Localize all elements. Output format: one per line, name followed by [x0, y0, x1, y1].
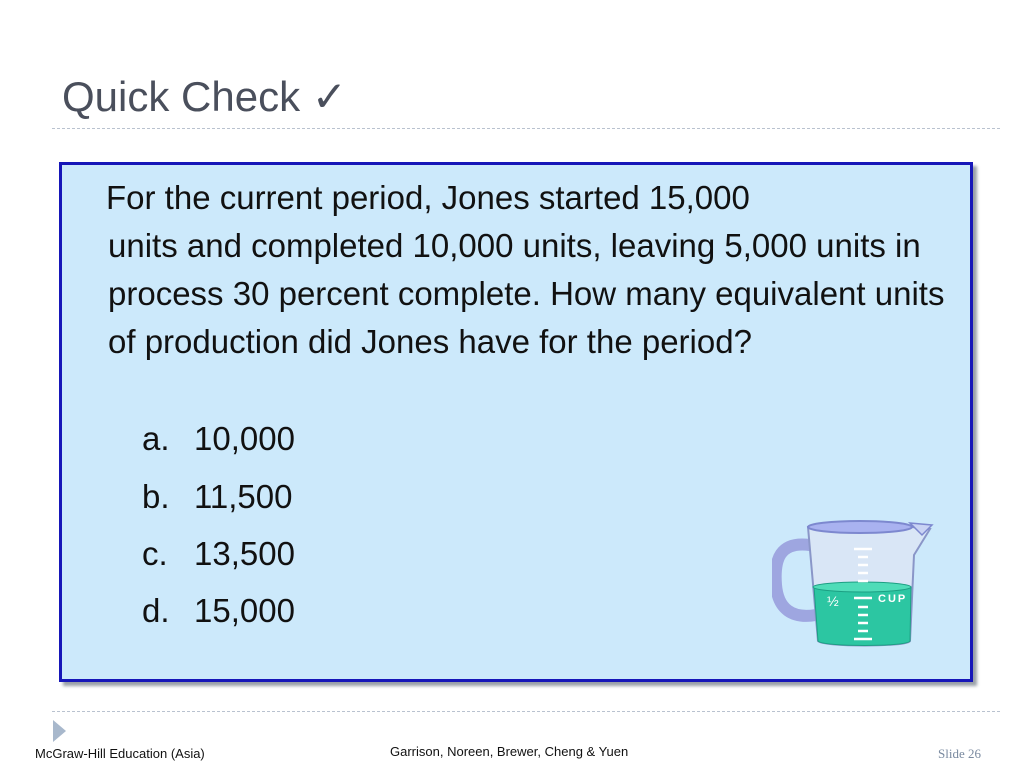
cup-half-label: ½	[827, 593, 839, 609]
title-divider	[52, 128, 1000, 129]
cup-label: CUP	[878, 593, 908, 605]
option-letter: a.	[142, 420, 170, 457]
question-body: units and completed 10,000 units, leaving 5,000 units in process 30 percent complete. How many equivalent units of production did Jones have for the period?	[108, 227, 945, 360]
option-value: 10,000	[194, 420, 295, 457]
footer-publisher: McGraw-Hill Education (Asia)	[35, 746, 205, 761]
slide-number: Slide 26	[938, 746, 981, 761]
option-value: 13,500	[194, 535, 295, 572]
option-b	[142, 478, 292, 516]
footer-authors: Garrison, Noreen, Brewer, Cheng & Yuen	[390, 744, 629, 759]
footer-divider	[52, 711, 1000, 712]
option-value: 15,000	[194, 592, 295, 629]
option-a	[142, 420, 295, 458]
question-text	[108, 174, 968, 366]
measuring-cup-icon	[772, 515, 937, 655]
question-line-1: For the current period, Jones started 15,000	[106, 179, 750, 216]
option-letter: c.	[142, 535, 168, 572]
option-letter: b.	[142, 478, 170, 515]
triangle-arrow-icon	[53, 720, 66, 742]
option-value: 11,500	[194, 478, 293, 515]
option-d	[142, 592, 295, 630]
slide-title: Quick Check ✓	[62, 73, 347, 120]
option-letter: d.	[142, 592, 170, 629]
option-c	[142, 535, 295, 573]
